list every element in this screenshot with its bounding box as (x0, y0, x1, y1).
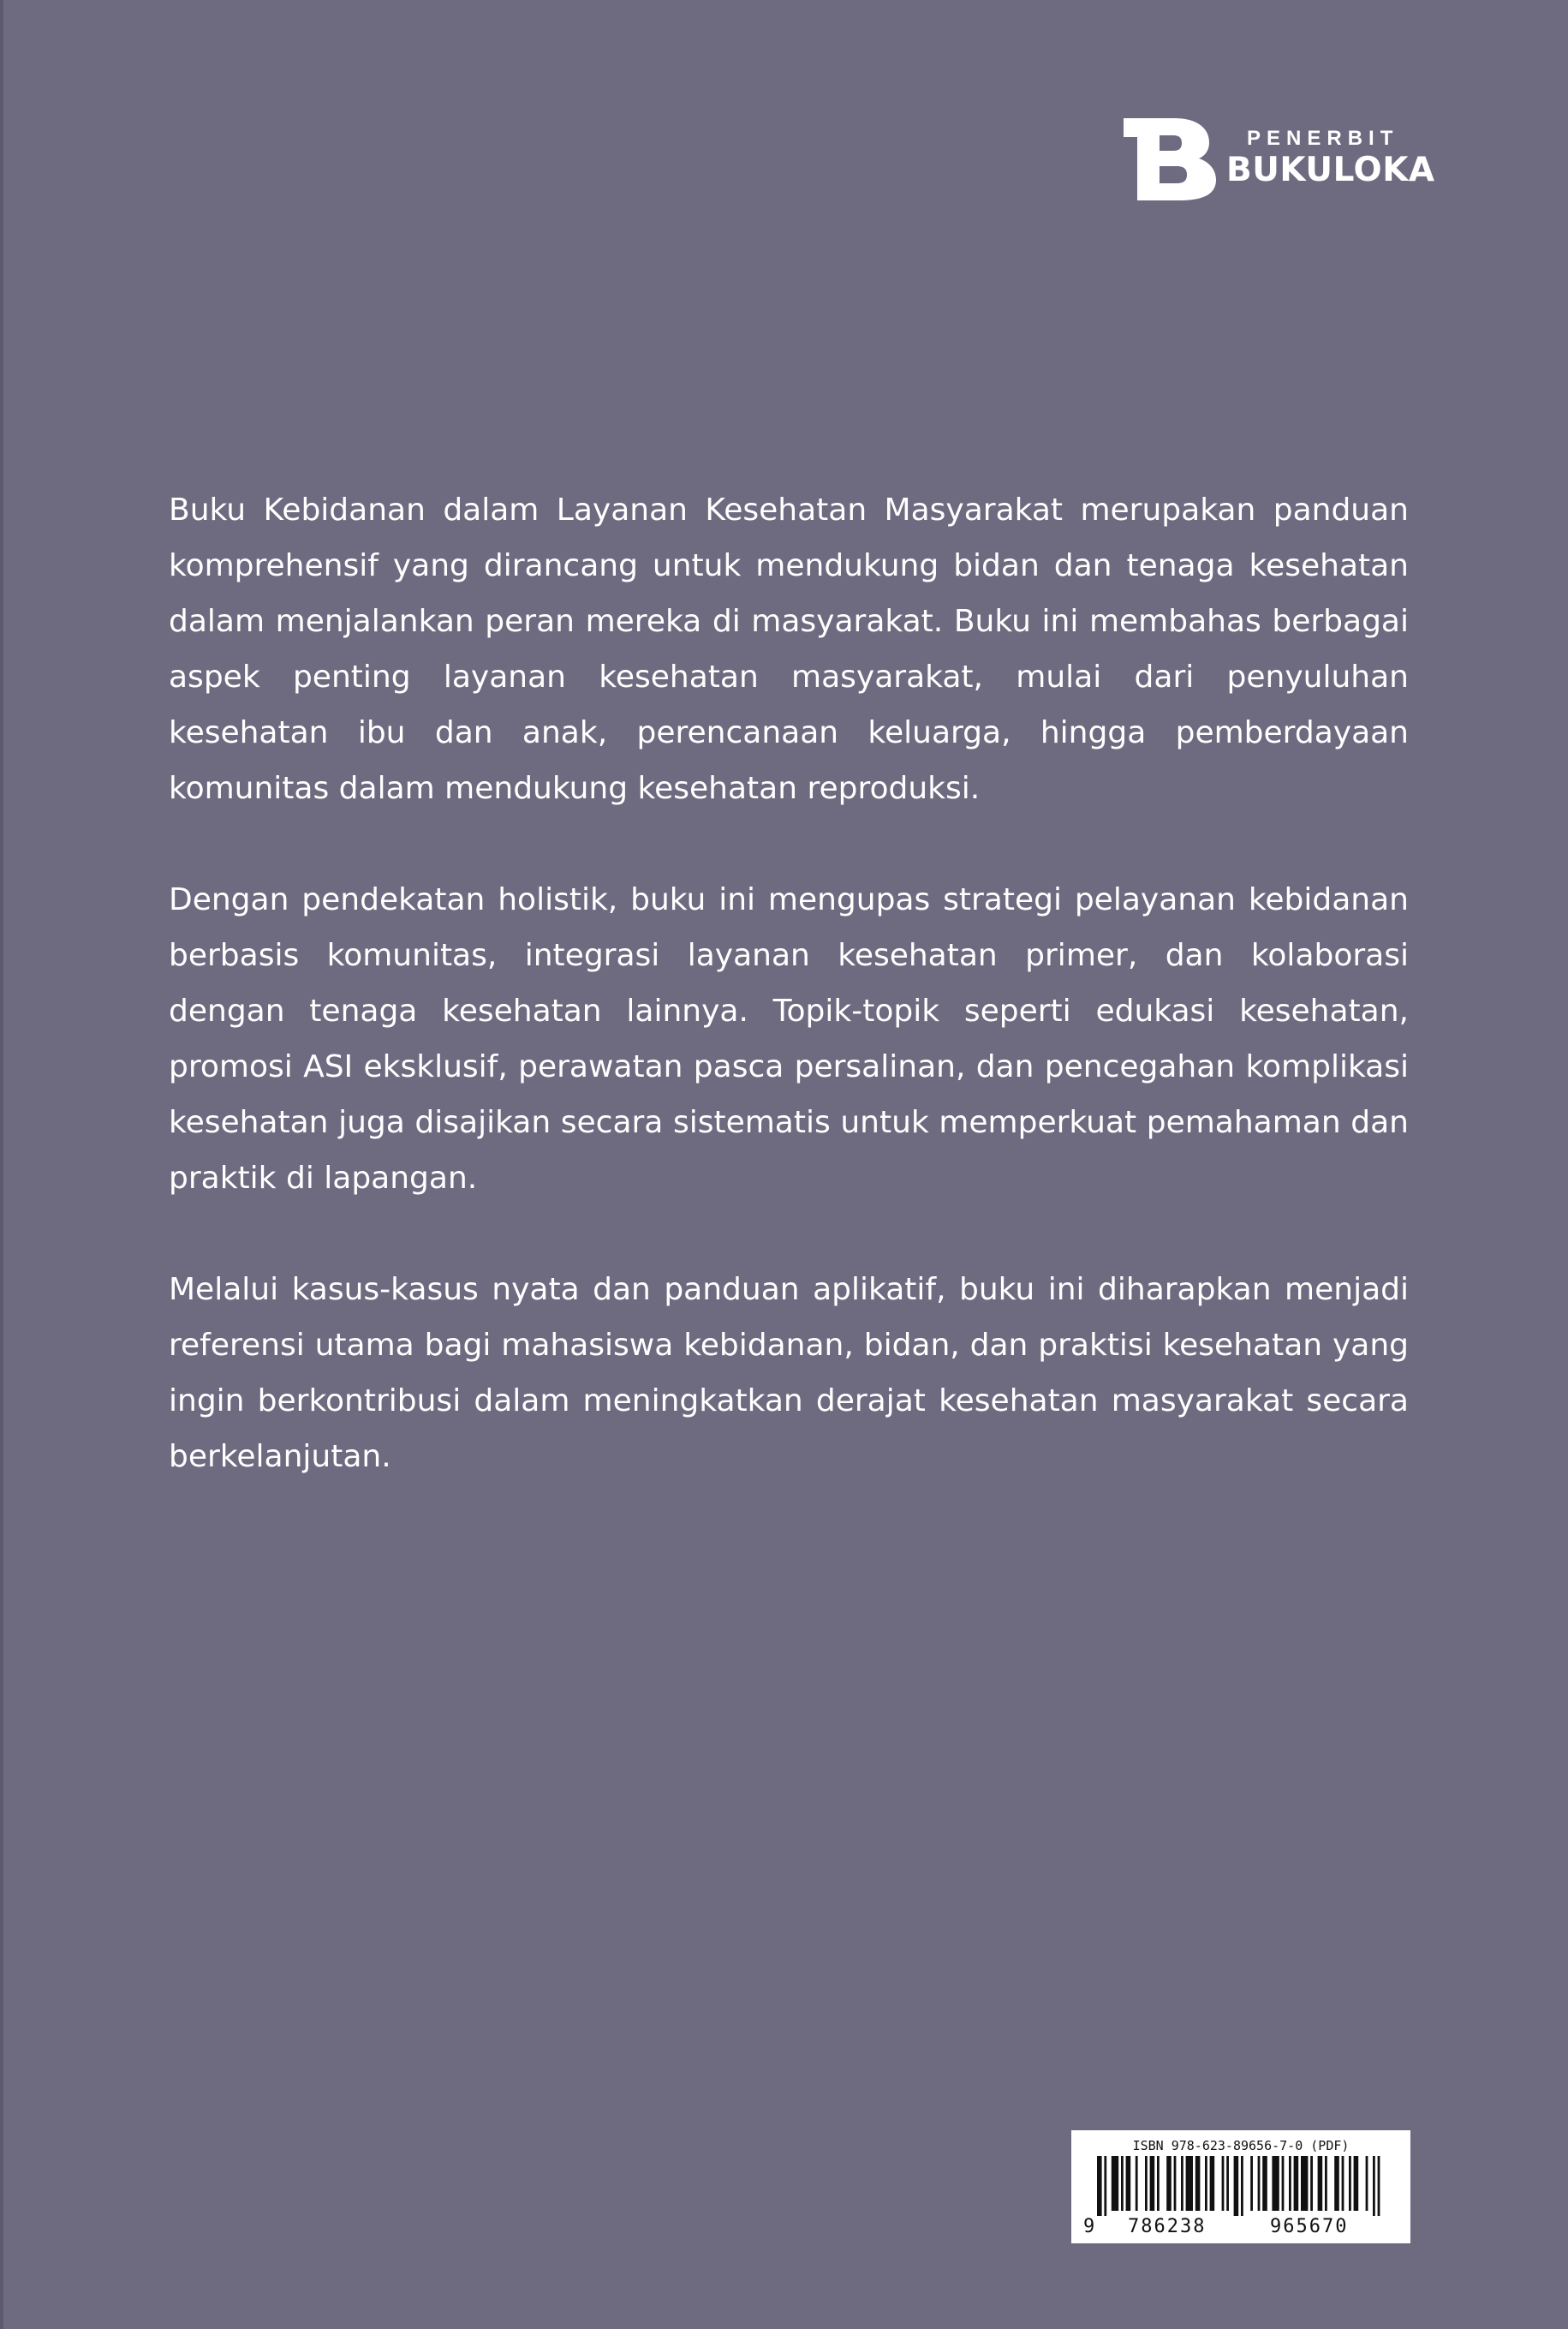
barcode-bar (1301, 2156, 1308, 2211)
barcode-bar (1157, 2156, 1160, 2211)
barcode-bar (1174, 2156, 1177, 2211)
publisher-kicker: PENERBIT (1247, 127, 1399, 150)
barcode-bar (1234, 2156, 1239, 2216)
barcode-bar (1145, 2156, 1148, 2211)
barcode-bar (1112, 2156, 1118, 2211)
barcode-bar (1186, 2156, 1193, 2211)
publisher-logo (1124, 118, 1449, 200)
barcode-bar (1334, 2156, 1339, 2211)
barcode-bar (1272, 2156, 1279, 2211)
barcode-bar (1378, 2156, 1380, 2216)
barcode-bar (1310, 2156, 1313, 2211)
isbn-barcode (1071, 2130, 1410, 2243)
barcode-bar (1195, 2156, 1201, 2211)
publisher-name: BUKULOKA (1226, 151, 1435, 189)
barcode-bar (1181, 2156, 1183, 2211)
isbn-label: ISBN 978-623-89656-7-0 (PDF) (1132, 2138, 1350, 2153)
blurb-paragraph: Melalui kasus-kasus nyata dan panduan aplikatif, buku ini diharapkan menjadi referensi utama bagi mahasiswa kebidanan, bidan, dan praktisi kesehatan yang ingin berkontribusi dalam meningkatkan derajat kesehatan masyarakat secara berkelanjutan. (169, 1272, 1409, 1474)
barcode-bar (1205, 2156, 1207, 2211)
barcode-bar (1136, 2156, 1138, 2211)
barcode-bar (1258, 2156, 1261, 2211)
barcode-bar (1294, 2156, 1299, 2211)
barcode-bar (1121, 2156, 1124, 2211)
barcode-bar (1289, 2156, 1291, 2211)
barcode-bar (1318, 2156, 1323, 2211)
isbn-digits-left: 786238 (1128, 2216, 1207, 2237)
barcode-bar (1150, 2156, 1155, 2211)
barcode-bar (1366, 2156, 1368, 2211)
cover-edge (0, 0, 3, 2329)
barcode-bar (1342, 2156, 1344, 2211)
barcode-bar (1262, 2156, 1267, 2211)
barcode-bars (1097, 2156, 1385, 2216)
barcode-bar (1250, 2156, 1253, 2211)
barcode-bar (1222, 2156, 1225, 2211)
barcode-bar (1282, 2156, 1285, 2211)
isbn-digit-lead: 9 (1083, 2216, 1095, 2237)
barcode-bar (1126, 2156, 1131, 2211)
barcode-bar (1349, 2156, 1351, 2211)
isbn-digits-right: 965670 (1270, 2216, 1349, 2237)
barcode-bar (1104, 2156, 1106, 2216)
barcode-bar (1210, 2156, 1215, 2211)
blurb-paragraph: Buku Kebidanan dalam Layanan Kesehatan Masyarakat merupakan panduan komprehensif yang dirancang untuk mendukung bidan dan tenaga kesehatan dalam menjalankan peran mereka di masyarakat. Buku ini membahas berbagai aspek penting layanan kesehatan masyarakat, mulai dari penyuluhan kesehatan ibu dan anak, perencanaan keluarga, hingga pemberdayaan komunitas dalam mendukung kesehatan reproduksi. (169, 493, 1409, 806)
barcode-bar (1325, 2156, 1327, 2211)
barcode-bar (1241, 2156, 1243, 2216)
barcode-bar (1097, 2156, 1102, 2216)
barcode-bar (1166, 2156, 1172, 2211)
book-blurb (169, 482, 1409, 1484)
barcode-bar (1226, 2156, 1229, 2211)
publisher-b-logo-icon (1124, 118, 1218, 200)
blurb-paragraph: Dengan pendekatan holistik, buku ini mengupas strategi pelayanan kebidanan berbasis komunitas, integrasi layanan kesehatan primer, dan kolaborasi dengan tenaga kesehatan lainnya. Topik-topik seperti edukasi kesehatan, promosi ASI eksklusif, perawatan pasca persalinan, dan pencegahan komplikasi kesehatan juga disajikan secara sistematis untuk memperkuat pemahaman dan praktik di lapangan. (169, 882, 1409, 1196)
barcode-bar (1373, 2156, 1375, 2216)
barcode-bar (1354, 2156, 1359, 2211)
